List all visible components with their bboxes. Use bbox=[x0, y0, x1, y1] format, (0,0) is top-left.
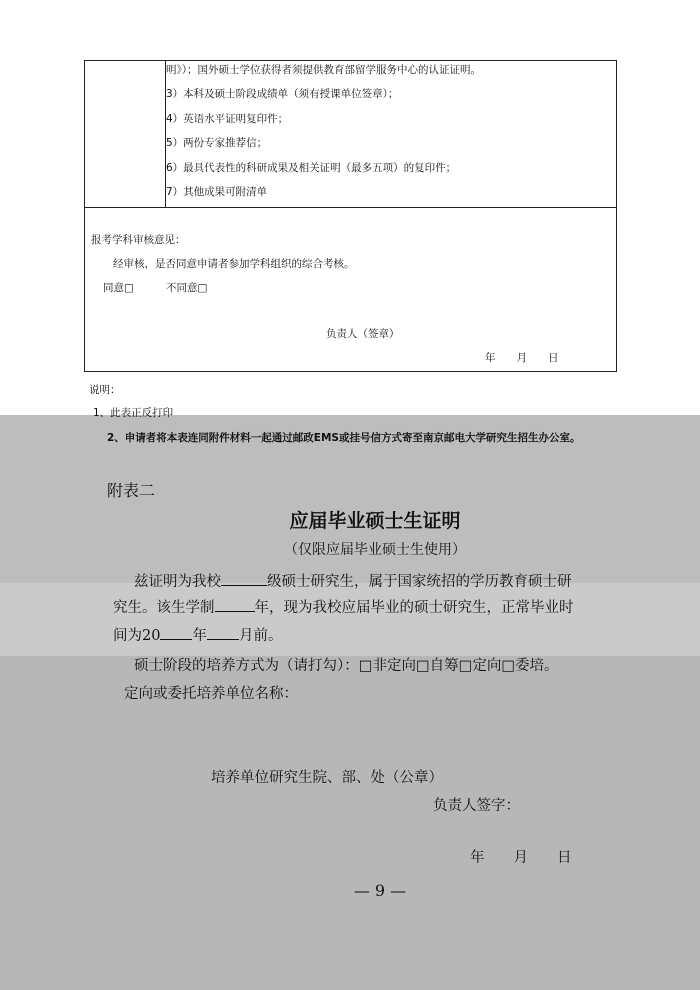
attachment-list-cell bbox=[166, 61, 617, 208]
review-heading: 报考学科审核意见： bbox=[91, 234, 186, 247]
duration-blank[interactable] bbox=[215, 597, 255, 613]
list-item: 4）英语水平证明复印件； bbox=[166, 112, 289, 125]
note-item-2: 2、申请者将本表连同附件材料一起通过邮政EMS或挂号信方式寄至南京邮电大学研究生招生办公室。 bbox=[107, 432, 581, 444]
page-subtitle: （仅限应届毕业硕士生使用） bbox=[284, 542, 466, 558]
application-form-table bbox=[84, 60, 617, 372]
list-item: 7）其他成果可附清单 bbox=[166, 185, 268, 198]
review-opinion-cell bbox=[85, 208, 617, 372]
list-item: 5）两份专家推荐信； bbox=[166, 137, 268, 150]
review-text: 经审核，是否同意申请者参加学科组织的综合考核。 bbox=[113, 258, 355, 271]
notes-heading: 说明： bbox=[89, 384, 121, 396]
list-item: 明》）；国外硕士学位获得者须提供教育部留学服务中心的认证证明。 bbox=[166, 64, 481, 76]
certificate-line-2: 究生。该生学制 年，现为我校应届毕业的硕士研究生，正常毕业时 bbox=[113, 596, 574, 617]
page-number: — 9 — bbox=[353, 881, 407, 900]
scan-shade-bottom bbox=[0, 656, 700, 990]
page-title: 应届毕业硕士生证明 bbox=[289, 510, 461, 532]
list-item: 3）本科及硕士阶段成绩单（须有授课单位签章）； bbox=[166, 88, 399, 101]
training-mode-line[interactable]: 硕士阶段的培养方式为（请打勾）：□非定向□自筹□定向□委培。 bbox=[134, 658, 559, 674]
grade-blank[interactable] bbox=[221, 571, 267, 587]
review-date: 年 月 日 bbox=[485, 352, 559, 365]
training-unit-line: 定向或委托培养单位名称： bbox=[124, 686, 298, 702]
certificate-line-1: 兹证明为我校 级硕士研究生，属于国家统招的学历教育硕士研 bbox=[134, 570, 572, 591]
certificate-date: 年 月 日 bbox=[470, 850, 572, 866]
year-blank[interactable] bbox=[160, 625, 192, 641]
table-label-cell bbox=[85, 61, 166, 208]
appendix-label: 附表二 bbox=[107, 481, 156, 500]
certificate-line-3: 间为20 年 月前。 bbox=[113, 624, 282, 645]
month-blank[interactable] bbox=[207, 625, 239, 641]
note-item-1: 1、此表正反打印 bbox=[93, 407, 174, 419]
signature-line: 负责人签字： bbox=[433, 798, 520, 814]
list-item: 6）最具代表性的科研成果及相关证明（最多五项）的复印件； bbox=[166, 161, 457, 174]
official-seal-line: 培养单位研究生院、部、处（公章） bbox=[211, 770, 443, 786]
agree-checkbox[interactable]: 同意□ bbox=[103, 282, 134, 295]
disagree-checkbox[interactable]: 不同意□ bbox=[166, 282, 208, 295]
scan-shade-middle bbox=[0, 583, 700, 656]
review-signer: 负责人（签章） bbox=[326, 328, 400, 341]
